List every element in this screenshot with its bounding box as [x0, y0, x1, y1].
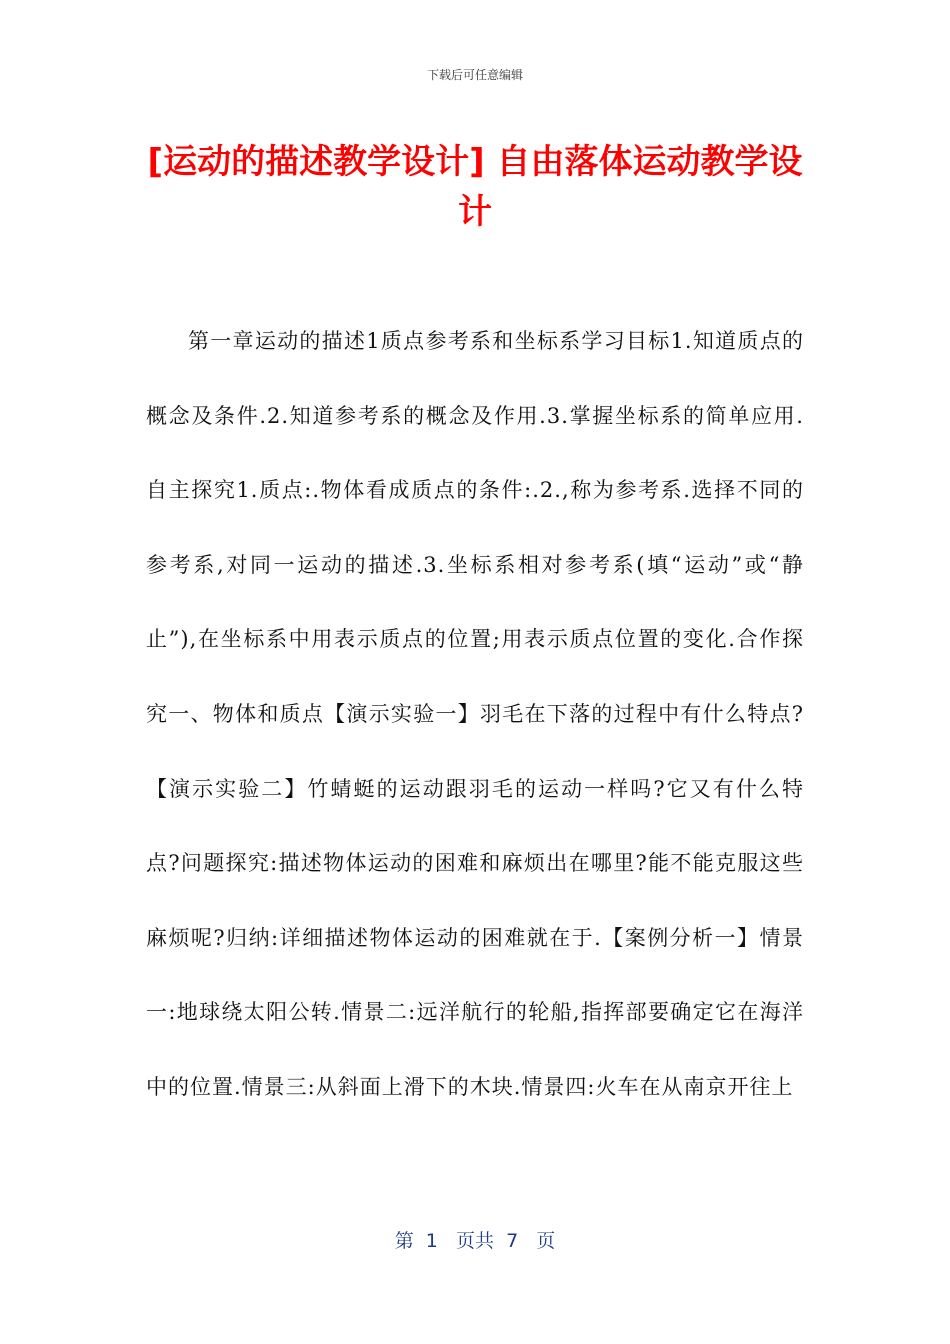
- page-header: 下载后可任意编辑: [426, 68, 523, 82]
- document-body-paragraph: 第一章运动的描述1质点参考系和坐标系学习目标1.知道质点的概念及条件.2.知道参考系的概念及作用.3.掌握坐标系的简单应用.自主探究1.质点:.物体看成质点的条件:.2.,称为参考系.选择不同的参考系,对同一运动的描述.3.坐标系相对参考系(填“运动”或“静止”),在坐标系中用表示质点的位置;用表示质点位置的变化.合作探究一、物体和质点【演示实验一】羽毛在下落的过程中有什么特点?【演示实验二】竹蜻蜓的运动跟羽毛的运动一样吗?它又有什么特点?问题探究:描述物体运动的困难和麻烦出在哪里?能不能克服这些麻烦呢?归纳:详细描述物体运动的困难就在于.【案例分析一】情景一:地球绕太阳公转.情景二:远洋航行的轮船,指挥部要确定它在海洋中的位置.情景三:从斜面上滑下的木块.情景四:火车在从南京开往上: [146, 329, 804, 1099]
- document-title: [运动的描述教学设计] 自由落体运动教学设计: [147, 142, 803, 232]
- page-number-footer: 第 1 页共 7 页: [394, 1230, 556, 1252]
